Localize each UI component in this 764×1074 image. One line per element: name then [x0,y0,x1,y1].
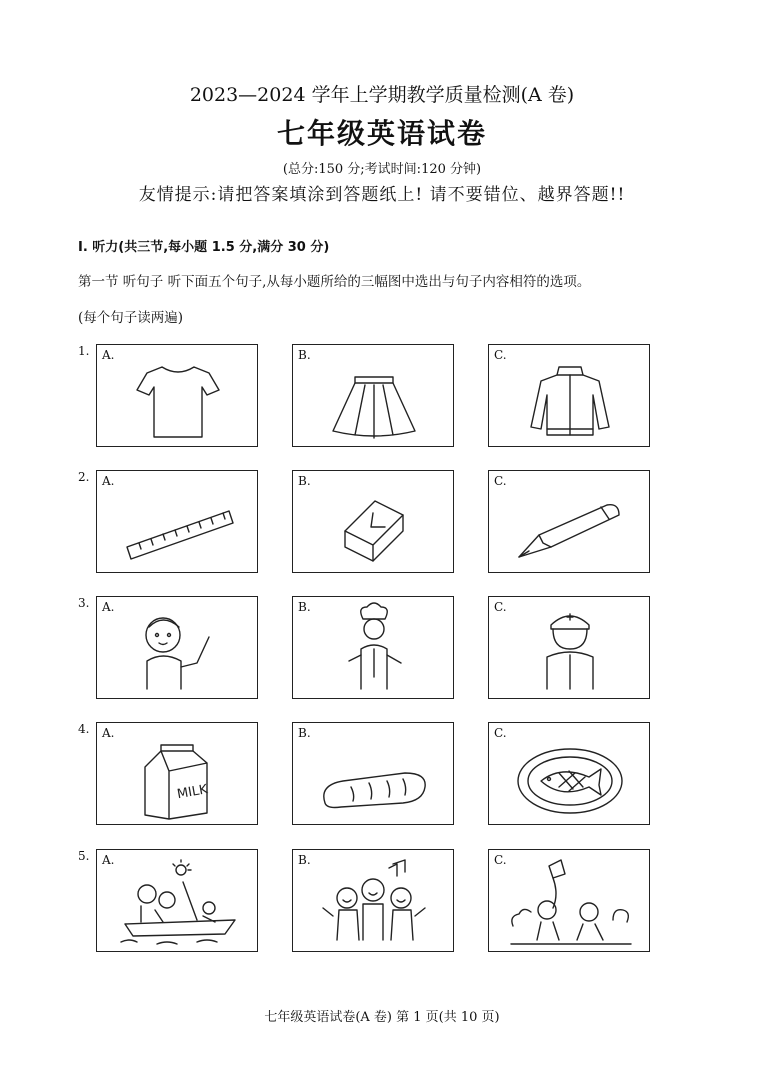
option-label: B. [298,726,311,740]
question-number: 5. [78,849,90,863]
option-label: B. [298,853,311,867]
option-box[interactable] [96,849,258,952]
option-box[interactable] [292,344,454,447]
option-box[interactable] [488,470,650,573]
cook-icon [293,597,455,700]
section-note: (每个句子读两遍) [78,310,184,326]
option-box[interactable] [96,722,258,825]
skirt-icon [293,345,455,448]
jacket-icon [489,345,651,448]
friendly-tip: 友情提示:请把答案填涂到答题纸上! 请不要错位、越界答题!! [138,185,626,205]
option-label: A. [102,853,115,867]
t-shirt-icon [97,345,259,448]
option-label: C. [494,726,507,740]
exam-meta: (总分:150 分;考试时间:120 分钟) [282,162,482,177]
page-footer: 七年级英语试卷(A 卷) 第 1 页(共 10 页) [264,1010,500,1025]
milk-carton-icon [97,723,259,826]
option-label: A. [102,348,115,362]
doctor-icon [489,597,651,700]
option-label: A. [102,474,115,488]
option-label: B. [298,600,311,614]
option-box[interactable] [488,722,650,825]
option-label: B. [298,474,311,488]
question-number: 1. [78,344,90,358]
bread-icon [293,723,455,826]
eraser-icon [293,471,455,574]
ruler-icon [97,471,259,574]
option-box[interactable] [96,470,258,573]
option-label: A. [102,600,115,614]
question-number: 2. [78,470,90,484]
singing-children-icon [293,850,455,953]
option-box[interactable] [488,596,650,699]
question-number: 3. [78,596,90,610]
option-box[interactable] [488,344,650,447]
kite-flying-icon [489,850,651,953]
fish-plate-icon [489,723,651,826]
exam-header: 2023—2024 学年上学期教学质量检测(A 卷) [189,84,575,106]
option-box[interactable] [292,470,454,573]
option-box[interactable] [292,849,454,952]
option-label: C. [494,348,507,362]
option-label: C. [494,474,507,488]
section-heading: I. 听力(共三节,每小题 1.5 分,满分 30 分) [78,240,330,255]
page-title: 七年级英语试卷 [276,117,487,150]
option-label: C. [494,853,507,867]
question-number: 4. [78,722,90,736]
option-box[interactable] [96,596,258,699]
option-box[interactable] [96,344,258,447]
option-box[interactable] [488,849,650,952]
pencil-icon [489,471,651,574]
teacher-icon [97,597,259,700]
option-label: A. [102,726,115,740]
option-label: B. [298,348,311,362]
option-box[interactable] [292,722,454,825]
option-label: C. [494,600,507,614]
milk-carton-text: MILK [175,782,209,803]
option-box[interactable] [292,596,454,699]
boating-icon [97,850,259,953]
section-instruction: 第一节 听句子 听下面五个句子,从每小题所给的三幅图中选出与句子内容相符的选项。 [78,274,591,290]
